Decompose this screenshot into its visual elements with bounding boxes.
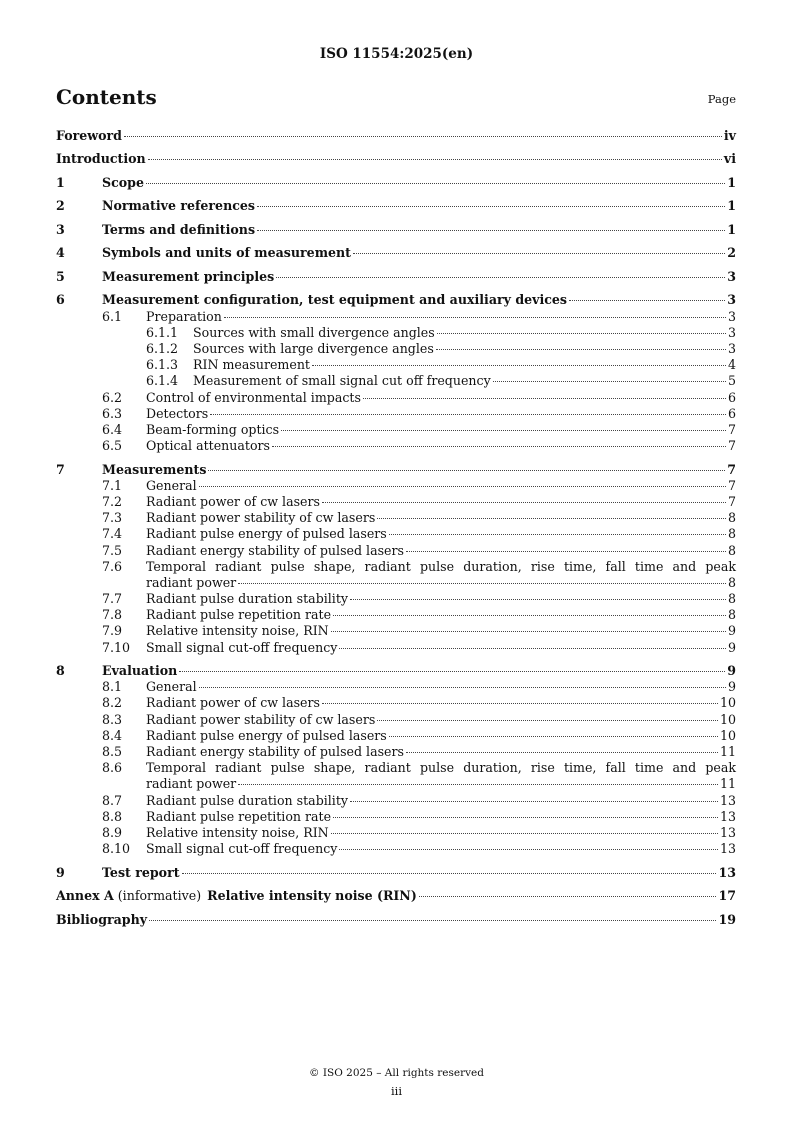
contents-title: Contents bbox=[56, 85, 157, 109]
toc-entry-1[interactable]: 1 Scope 1 bbox=[56, 174, 736, 190]
toc-entry-7-1[interactable]: 7.1 General 7 bbox=[102, 477, 736, 493]
toc-entry-8-10[interactable]: 8.10 Small signal cut-off frequency 13 bbox=[102, 841, 736, 857]
table-of-contents bbox=[56, 128, 736, 928]
toc-entry-8-1[interactable]: 8.1 General 9 bbox=[102, 679, 736, 695]
toc-entry-5[interactable]: 5 Measurement principles 3 bbox=[56, 268, 736, 284]
toc-entry-8-7[interactable]: 8.7 Radiant pulse duration stability 13 bbox=[102, 792, 736, 808]
toc-entry-4[interactable]: 4 Symbols and units of measurement 2 bbox=[56, 245, 736, 261]
toc-entry-8-9[interactable]: 8.9 Relative intensity noise, RIN 13 bbox=[102, 824, 736, 840]
toc-entry-8-8[interactable]: 8.8 Radiant pulse repetition rate 13 bbox=[102, 808, 736, 824]
toc-entry-6-5[interactable]: 6.5 Optical attenuators 7 bbox=[102, 438, 736, 454]
toc-entry-6-1[interactable]: 6.1 Preparation 3 bbox=[102, 308, 736, 324]
toc-entry-6-4[interactable]: 6.4 Beam-forming optics 7 bbox=[102, 421, 736, 437]
toc-entry-7-5[interactable]: 7.5 Radiant energy stability of pulsed lasers 8 bbox=[102, 542, 736, 558]
toc-entry-6[interactable]: 6 Measurement configuration, test equipment and auxiliary devices 3 bbox=[56, 292, 736, 308]
toc-entry-7[interactable]: 7 Measurements 7 bbox=[56, 461, 736, 477]
toc-entry-9[interactable]: 9 Test report 13 bbox=[56, 864, 736, 880]
toc-entry-6-1-3[interactable]: 6.1.3 RIN measurement 4 bbox=[146, 357, 736, 373]
toc-entry-bibliography[interactable]: Bibliography 19 bbox=[56, 911, 736, 927]
toc-entry-8[interactable]: 8 Evaluation 9 bbox=[56, 663, 736, 679]
page-number: iii bbox=[390, 1084, 403, 1098]
toc-entry-2[interactable]: 2 Normative references 1 bbox=[56, 198, 736, 214]
toc-entry-8-6[interactable]: 8.6 Temporal radiant pulse shape, radiant pulse duration, rise time, fall time and peak radiant power 11 bbox=[102, 760, 736, 792]
toc-entry-foreword[interactable]: Foreword iv bbox=[56, 128, 736, 143]
toc-entry-7-10[interactable]: 7.10 Small signal cut-off frequency 9 bbox=[102, 639, 736, 655]
toc-entry-7-7[interactable]: 7.7 Radiant pulse duration stability 8 bbox=[102, 591, 736, 607]
toc-entry-8-4[interactable]: 8.4 Radiant pulse energy of pulsed lasers 10 bbox=[102, 727, 736, 743]
toc-entry-7-3[interactable]: 7.3 Radiant power stability of cw lasers 8 bbox=[102, 510, 736, 526]
page-column-label: Page bbox=[707, 92, 736, 106]
toc-entry-7-8[interactable]: 7.8 Radiant pulse repetition rate 8 bbox=[102, 607, 736, 623]
toc-entry-3[interactable]: 3 Terms and definitions 1 bbox=[56, 221, 736, 237]
toc-entry-annex-a[interactable]: Annex A (informative) Relative intensity noise (RIN) 17 bbox=[56, 888, 736, 904]
toc-entry-6-1-4[interactable]: 6.1.4 Measurement of small signal cut off frequency 5 bbox=[146, 373, 736, 389]
toc-entry-7-6[interactable]: 7.6 Temporal radiant pulse shape, radiant pulse duration, rise time, fall time and peak radiant power 8 bbox=[102, 558, 736, 590]
toc-entry-6-1-1[interactable]: 6.1.1 Sources with small divergence angles 3 bbox=[146, 324, 736, 340]
toc-entry-7-9[interactable]: 7.9 Relative intensity noise, RIN 9 bbox=[102, 623, 736, 639]
toc-entry-6-3[interactable]: 6.3 Detectors 6 bbox=[102, 405, 736, 421]
toc-entry-7-2[interactable]: 7.2 Radiant power of cw lasers 7 bbox=[102, 493, 736, 509]
toc-entry-8-3[interactable]: 8.3 Radiant power stability of cw lasers 10 bbox=[102, 711, 736, 727]
copyright-footer: © ISO 2025 – All rights reserved bbox=[309, 1067, 484, 1079]
toc-entry-introduction[interactable]: Introduction vi bbox=[56, 151, 736, 167]
toc-entry-8-5[interactable]: 8.5 Radiant energy stability of pulsed lasers 11 bbox=[102, 744, 736, 760]
toc-entry-8-2[interactable]: 8.2 Radiant power of cw lasers 10 bbox=[102, 695, 736, 711]
document-id-header: ISO 11554:2025(en) bbox=[319, 46, 474, 62]
toc-entry-6-1-2[interactable]: 6.1.2 Sources with large divergence angles 3 bbox=[146, 340, 736, 356]
toc-entry-6-2[interactable]: 6.2 Control of environmental impacts 6 bbox=[102, 389, 736, 405]
toc-entry-7-4[interactable]: 7.4 Radiant pulse energy of pulsed lasers 8 bbox=[102, 526, 736, 542]
